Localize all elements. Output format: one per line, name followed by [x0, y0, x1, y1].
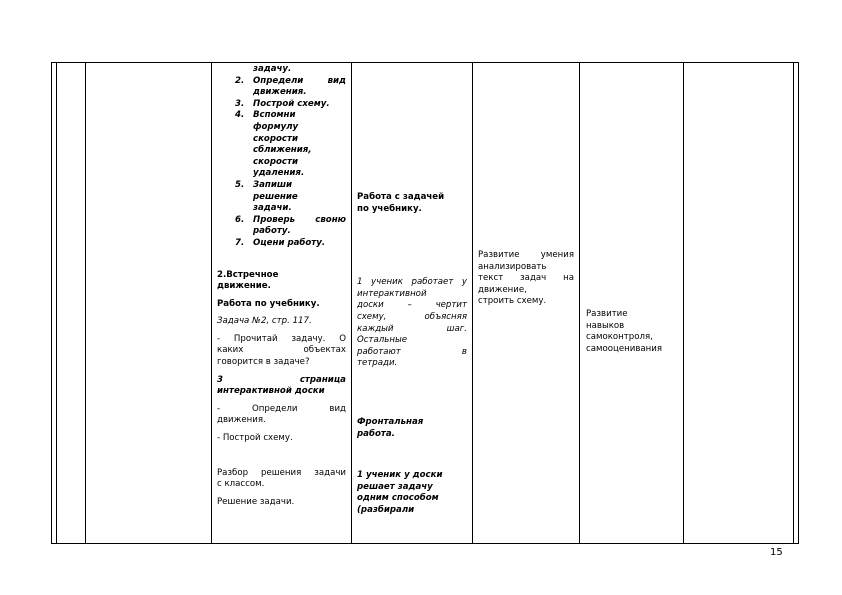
task-continuation: задачу. [253, 64, 292, 74]
step-item: 7. Оцени работу. [235, 237, 326, 248]
task-solution: Решение задачи. [217, 496, 295, 507]
define-motion-instruction: - Определи вид движения. [217, 403, 346, 426]
column-divider [793, 62, 794, 544]
pupil-solves-at-board: 1 ученик у доски решает задачу одним способом (разбирали [357, 470, 443, 515]
step-item: 5. Запиши решение задачи. [235, 179, 298, 214]
steps-list [217, 76, 346, 250]
frontal-work: Фронтальная работа. [357, 416, 424, 439]
self-control-cell: Развитие навыков самоконтроля, самооценивания [586, 309, 663, 354]
class-analysis: Разбор решения задачи с классом. [217, 467, 346, 490]
build-scheme-instruction: - Построй схему. [217, 433, 293, 444]
step-item: 4. Вспомни формулу скорости сближения, скорости удаления. [235, 110, 312, 179]
skills-cell: Развитие умения анализировать текст задач на движение, строить схему. [478, 250, 574, 307]
column-divider [85, 62, 86, 544]
pupil-activity-cell [357, 192, 467, 517]
column-divider [56, 62, 57, 544]
read-task-instruction: - Прочитай задачу. О каких объектах говорится в задаче? [217, 333, 346, 368]
column-divider [211, 62, 212, 544]
task-work-heading: Работа с задачей по учебнику. [357, 192, 445, 214]
task-reference: Задача №2, стр. 117. [217, 316, 312, 327]
page-number: 15 [770, 547, 783, 558]
section-heading: 2.Встречное движение. [217, 269, 279, 292]
step-item: 3. Построй схему. [235, 98, 330, 109]
teacher-activity-cell [217, 64, 346, 508]
column-divider [472, 62, 473, 544]
column-divider [351, 62, 352, 544]
column-divider [579, 62, 580, 544]
step-item: 6. Проверь своню работу. [235, 214, 346, 237]
textbook-work: Работа по учебнику. [217, 298, 320, 309]
column-divider [683, 62, 684, 544]
board-page-note: 3 страница интерактивной доски [217, 374, 346, 397]
step-item: 2. Определи вид движения. [235, 75, 346, 98]
pupil-board-work: 1 ученик работает у интерактивной доски – чертит схему, объясняя каждый шаг. Остальные работают в тетради. [357, 277, 467, 369]
